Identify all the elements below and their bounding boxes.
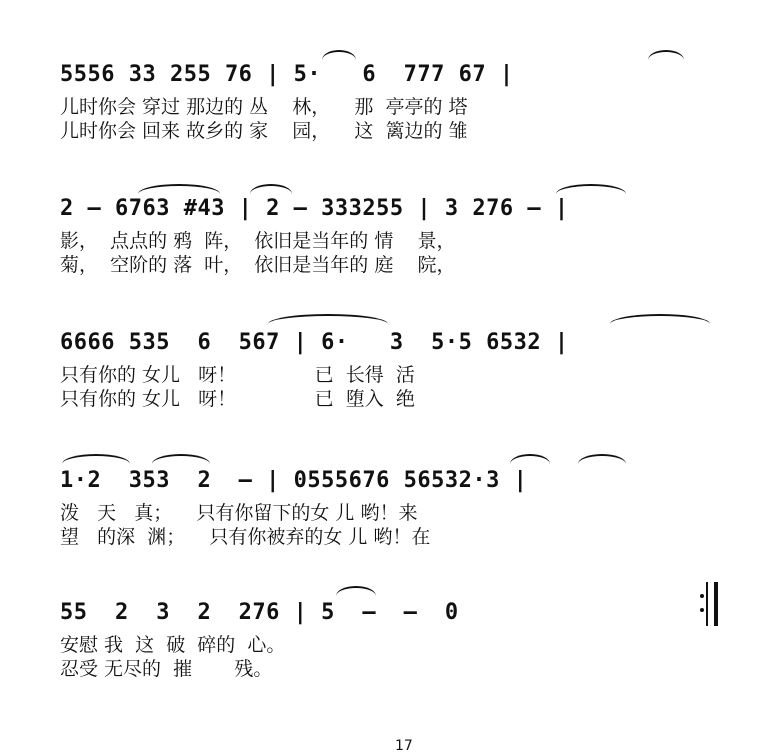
final-barline-thick <box>714 582 718 626</box>
lyric-verse-1: 泼 天 真； 只有你留下的女 儿 哟！来 <box>60 502 418 524</box>
slur <box>336 586 376 596</box>
lyric-verse-1: 儿时你会 穿过 那边的 丛 林， 那 亭亭的 塔 <box>60 96 468 118</box>
slur <box>610 314 710 324</box>
repeat-dot <box>700 608 704 612</box>
notes-line: 55 2 3 2 276 | 5 — — 0 <box>60 600 459 625</box>
slur <box>152 454 210 464</box>
lyric-verse-2: 望 的深 渊； 只有你被弃的女 儿 哟！在 <box>60 526 431 548</box>
slur <box>322 50 356 60</box>
slur <box>250 184 292 194</box>
slur <box>138 184 220 194</box>
notes-line: 1·2 353 2 — | 0555676 56532·3 | <box>60 468 528 493</box>
notes-line: 2 — 6763 #43 | 2 — 333255 | 3 276 — | <box>60 196 569 221</box>
repeat-dot <box>700 594 704 598</box>
slur <box>268 314 388 324</box>
slur <box>510 454 550 464</box>
notes-line: 5556 33 255 76 | 5· 6 777 67 | <box>60 62 514 87</box>
final-barline-thin <box>706 582 708 626</box>
lyric-verse-1: 安慰 我 这 破 碎的 心。 <box>60 634 286 656</box>
lyric-verse-2: 儿时你会 回来 故乡的 家 园， 这 篱边的 雏 <box>60 120 468 142</box>
lyric-verse-1: 影， 点点的 鸦 阵， 依旧是当年的 情 景， <box>60 230 456 252</box>
slur <box>62 454 130 464</box>
notes-line: 6666 535 6 567 | 6· 3 5·5 6532 | <box>60 330 569 355</box>
slur <box>578 454 626 464</box>
lyric-verse-2: 菊， 空阶的 落 叶， 依旧是当年的 庭 院， <box>60 254 456 276</box>
slur <box>556 184 626 194</box>
lyric-verse-1: 只有你的 女儿 呀！ 已 长得 活 <box>60 364 415 386</box>
lyric-verse-2: 忍受 无尽的 摧 残。 <box>60 658 273 680</box>
page-number: 17 <box>395 738 413 754</box>
slur <box>648 50 684 60</box>
lyric-verse-2: 只有你的 女儿 呀！ 已 堕入 绝 <box>60 388 415 410</box>
